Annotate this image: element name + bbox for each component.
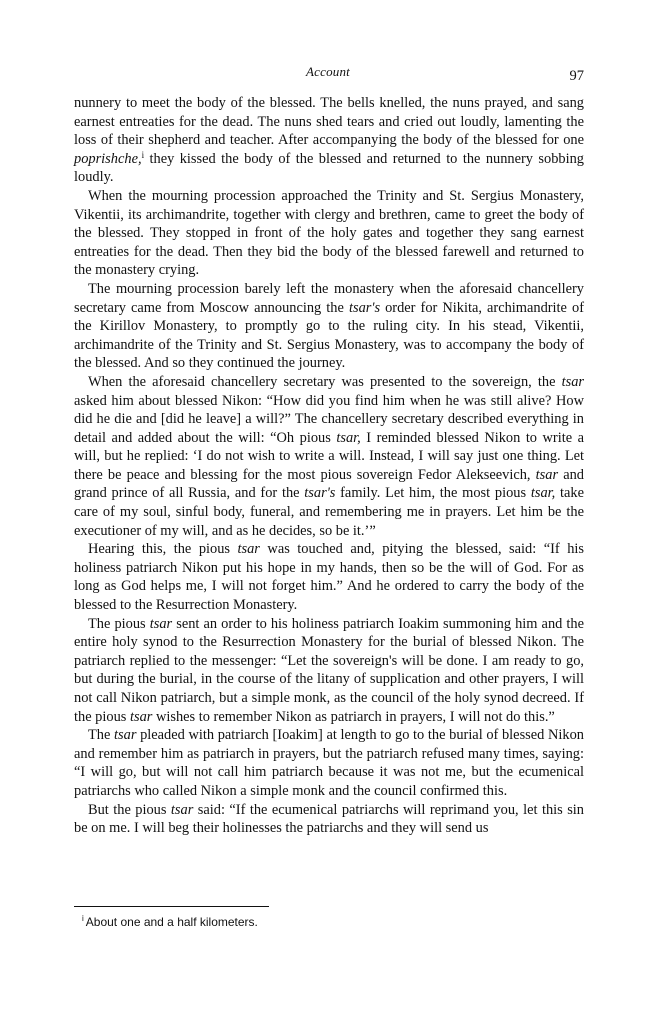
text-run: nunnery to meet the body of the blessed. The bells knelled, the nuns prayed, and sang earnest entreaties for the dead. The nuns shed tears and cried out loudly, lamenting the loss of their shepherd and teacher. After accompanying the body of the blessed for one	[74, 95, 584, 149]
footnote-marker: i	[82, 914, 84, 923]
footnote	[82, 915, 258, 930]
text-run: The pious	[88, 615, 150, 632]
italic-run: tsar,	[530, 485, 556, 502]
paragraph	[74, 726, 584, 800]
footnote-text: About one and a half kilometers.	[85, 915, 258, 929]
italic-run: tsar	[561, 373, 584, 390]
footnote-reference: i	[141, 149, 145, 160]
italic-run: tsar	[237, 541, 260, 558]
text-run: said: “If the ecumenical patriarchs will reprimand you, let this sin be on me. I will beg their holinesses the patriarchs and they will send us	[74, 801, 584, 837]
text-run: The	[88, 727, 115, 744]
paragraph	[74, 373, 584, 540]
paragraph	[74, 615, 584, 727]
italic-run: tsar	[129, 708, 153, 725]
text-run: When the mourning procession approached the Trinity and St. Sergius Monastery, Vikentii, its archimandrite, together with clergy and brethren, came to greet the body of the blessed. They stopped in front of the holy gates and together they sang earnest entreaties for the dead. Then they bid the body of the blessed farewell and returned to the monastery crying.	[74, 187, 584, 279]
italic-run: poprishche,	[74, 150, 142, 167]
text-run: order for Nikita, archimandrite of the Kirillov Monastery, to promptly go to the ruling city. In his stead, Vikentii, archimandrite of the Trinity and St. Sergius Monastery, was to accompany the body of the blessed. And so they continued the journey.	[74, 299, 584, 372]
paragraph	[74, 187, 584, 280]
text-run: Hearing this, the pious	[88, 541, 238, 558]
italic-run: tsar	[149, 615, 173, 632]
italic-run: tsar's	[304, 485, 336, 502]
italic-run: tsar,	[336, 429, 361, 446]
paragraph	[74, 801, 584, 838]
text-run: asked him about blessed Nikon: “How did you find him when he was still alive? How did he die and [did he leave] a will?” The chancellery secretary described everything in detail and added about the will: “Oh pious	[74, 392, 584, 446]
paragraph	[74, 94, 584, 187]
text-run: wishes to remember Nikon as patriarch in prayers, I will not do this.”	[152, 708, 555, 725]
text-run: pleaded with patriarch [Ioakim] at length to go to the burial of blessed Nikon and remember him as patriarch in prayers, but the patriarch refused many times, saying: “I will go, but will not call him patriarch because it was not me, but the ecumenical patriarchs who called Nikon a simple monk and the council confirmed this.	[74, 727, 584, 799]
footnote-divider	[74, 906, 269, 907]
running-head	[72, 64, 584, 84]
text-run: they kissed the body of the blessed and returned to the nunnery sobbing loudly.	[74, 150, 584, 186]
italic-run: tsar's	[348, 299, 381, 316]
paragraph	[74, 540, 584, 614]
text-run: sent an order to his holiness patriarch Ioakim summoning him and the entire holy synod to the Resurrection Monastery for the burial of blessed Nikon. The patriarch replied to the messenger: “Let the sovereign's will be done. I am ready to go, but during the burial, in the course of the litany of supplication and other prayers, I will not call Nikon patriarch, but a simple monk, as the council of the holy synod decreed. If the pious	[74, 615, 584, 725]
italic-run: tsar	[114, 727, 137, 744]
page-number: 97	[569, 68, 584, 84]
text-run: family. Let him, the most pious	[335, 485, 531, 502]
running-title: Account	[306, 64, 350, 79]
text-run: But the pious	[88, 801, 171, 818]
text-run: When the aforesaid chancellery secretary was presented to the sovereign, the	[88, 373, 562, 390]
italic-run: tsar	[535, 466, 559, 483]
text-run: The mourning procession barely left the monastery when the aforesaid chancellery secretary came from Moscow announcing the	[74, 280, 584, 316]
text-run: I reminded blessed Nikon to write a will, but he replied: ‘I do not wish to write a will. Instead, I will say just one thing. Let there be peace and blessing for the most pious sovereign Fedor Alekseevich,	[74, 429, 584, 483]
text-run: was touched and, pitying the blessed, said: “If his holiness patriarch Nikon put his hope in my hands, then so be the will of God. For as long as God helps me, I will not forget him.” And he ordered to carry the body of the blessed to the Resurrection Monastery.	[74, 541, 584, 614]
italic-run: tsar	[170, 801, 194, 818]
body-text	[74, 94, 584, 838]
text-run: and grand prince of all Russia, and for the	[74, 466, 584, 502]
paragraph	[74, 280, 584, 373]
text-run: take care of my soul, sinful body, funeral, and remembering me in prayers. Let him be the executioner of my will, and as he decides, so be it.’”	[74, 485, 584, 539]
